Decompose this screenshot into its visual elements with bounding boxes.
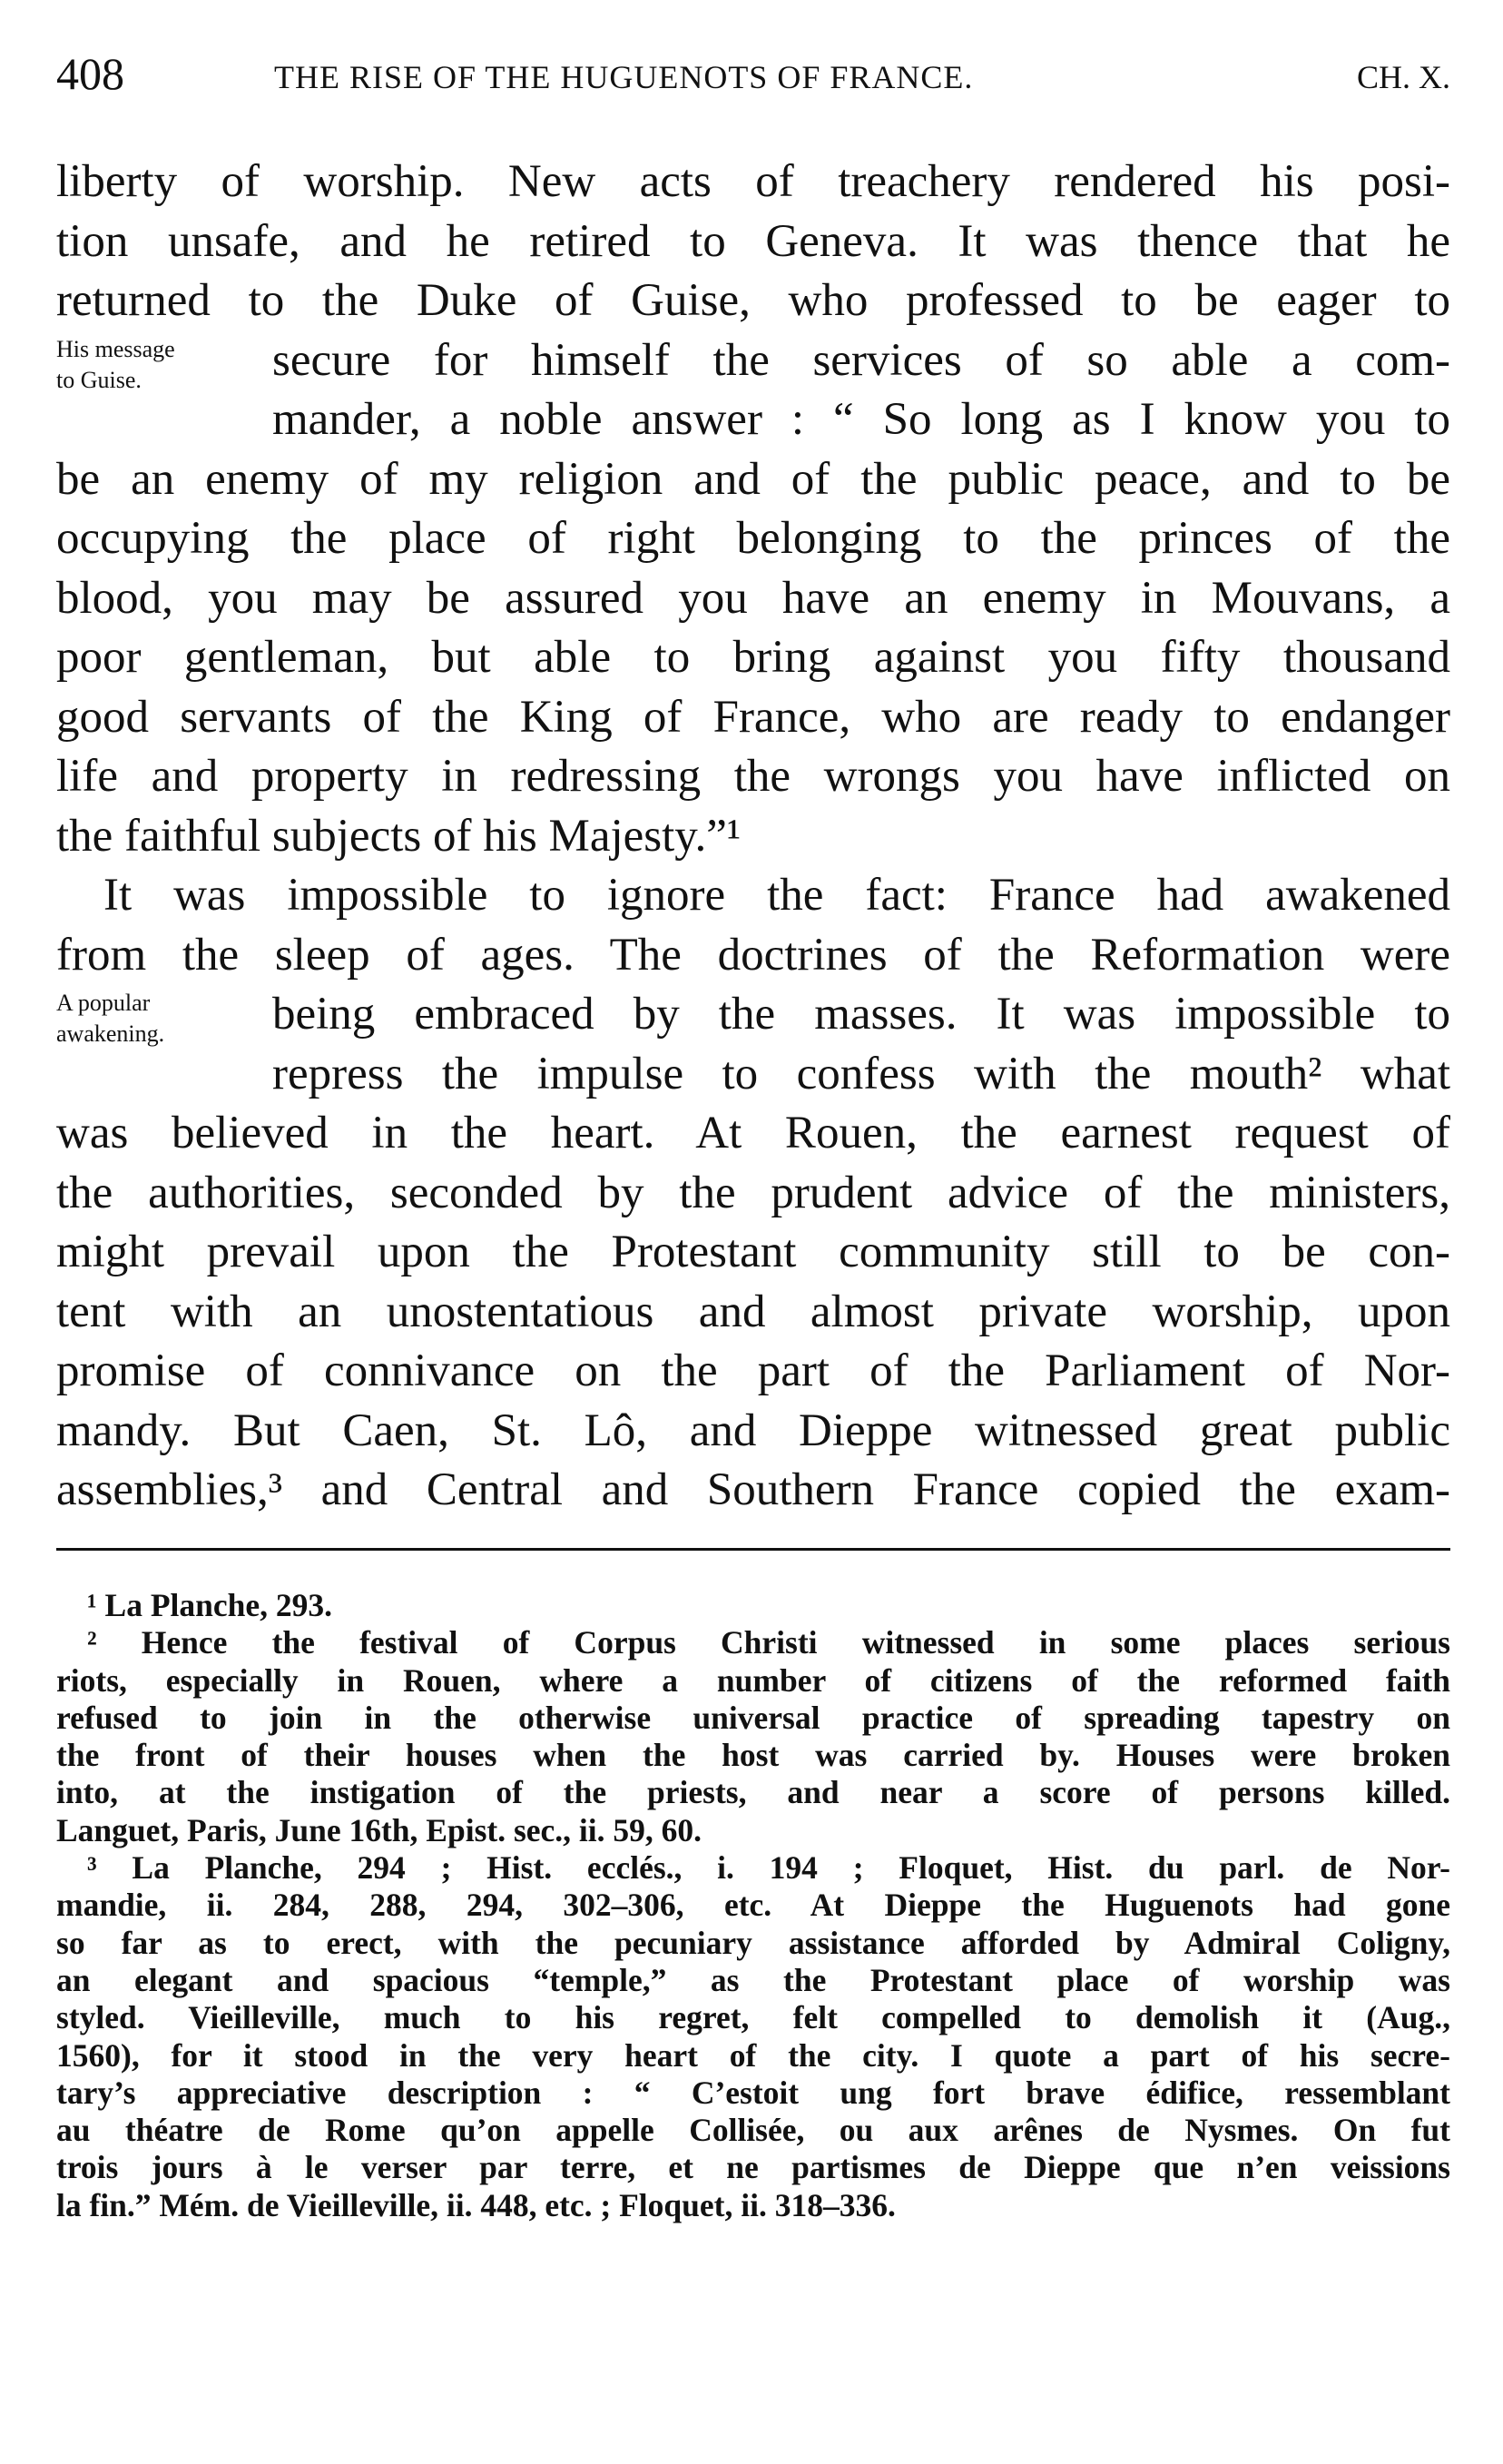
text-line: being embraced by the masses. It was impossible to: [272, 989, 1450, 1040]
footnote-line: au théatre de Rome qu’on appelle Collisée, ou aux arênes de Nysmes. On fut: [56, 2112, 1450, 2149]
footnote-line: trois jours à le verser par terre, et ne partismes de Dieppe que n’en veissions: [56, 2149, 1450, 2186]
text-line: poor gentleman, but able to bring against you fifty thousand: [56, 632, 1450, 683]
text-line: might prevail upon the Protestant community still to be con-: [56, 1227, 1450, 1277]
footnote-line: 1560), for it stood in the very heart of the city. I quote a part of his secre-: [56, 2036, 1450, 2074]
footnote-line: mandie, ii. 284, 288, 294, 302–306, etc. At Dieppe the Huguenots had gone: [56, 1887, 1450, 1924]
text-line: repress the impulse to confess with the mouth² what: [272, 1048, 1450, 1099]
footnote-line: an elegant and spacious “temple,” as the Protestant place of worship was: [56, 1961, 1450, 1998]
text-line: the faithful subjects of his Majesty.”¹: [56, 810, 742, 862]
footnote-line: into, at the instigation of the priests, and near a score of persons killed.: [56, 1774, 1450, 1811]
footnote-line: la fin.” Mém. de Vieilleville, ii. 448, etc. ; Floquet, ii. 318–336.: [56, 2186, 896, 2223]
footnote-line: ² Hence the festival of Corpus Christi witnessed in some places serious: [87, 1624, 1450, 1661]
text-line: the authorities, seconded by the prudent advice of the ministers,: [56, 1167, 1450, 1218]
text-line: secure for himself the services of so able a com-: [272, 334, 1450, 386]
text-line: life and property in redressing the wrongs you have inflicted on: [56, 751, 1450, 802]
running-header: [56, 47, 1450, 111]
text-line: mander, a noble answer : “ So long as I know you to: [272, 394, 1450, 445]
running-title: THE RISE OF THE HUGUENOTS OF FRANCE.: [274, 59, 974, 95]
text-line: liberty of worship. New acts of treachery rendered his posi-: [56, 156, 1450, 207]
margin-note-line: A popular: [56, 990, 151, 1016]
text-line: good servants of the King of France, who are ready to endanger: [56, 691, 1450, 743]
text-line: was believed in the heart. At Rouen, the earnest request of: [56, 1108, 1450, 1158]
text-line: blood, you may be assured you have an enemy in Mouvans, a: [56, 572, 1450, 624]
footnote-line: riots, especially in Rouen, where a number of citizens of the reformed faith: [56, 1661, 1450, 1699]
margin-note-line: His message: [56, 336, 175, 362]
text-line: occupying the place of right belonging to the princes of the: [56, 513, 1450, 564]
text-line: promise of connivance on the part of the Parliament of Nor-: [56, 1345, 1450, 1396]
text-line: tent with an unostentatious and almost private worship, upon: [56, 1286, 1450, 1337]
text-line: from the sleep of ages. The doctrines of the Reformation were: [56, 929, 1450, 981]
margin-note-line: to Guise.: [56, 367, 142, 393]
body-text: [56, 153, 1450, 1521]
text-line: returned to the Duke of Guise, who professed to be eager to: [56, 275, 1450, 326]
text-line: be an enemy of my religion and of the public peace, and to be: [56, 453, 1450, 505]
text-line: tion unsafe, and he retired to Geneva. It was thence that he: [56, 215, 1450, 267]
footnote-line: Languet, Paris, June 16th, Epist. sec., ii. 59, 60.: [56, 1811, 702, 1848]
footnote-line: tary’s appreciative description : “ C’estoit ung fort brave édifice, ressemblant: [56, 2074, 1450, 2111]
footnote-line: ¹ La Planche, 293.: [87, 1587, 332, 1623]
page-number: 408: [56, 48, 124, 99]
margin-note-line: awakening.: [56, 1020, 165, 1047]
footnote-separator: [56, 1548, 1450, 1551]
text-line: assemblies,³ and Central and Southern France copied the exam-: [56, 1464, 1450, 1515]
footnotes: [56, 1587, 1450, 2224]
footnote-line: ³ La Planche, 294 ; Hist. ecclés., i. 194 ; Floquet, Hist. du parl. de Nor-: [87, 1849, 1450, 1887]
footnote-line: so far as to erect, with the pecuniary assistance afforded by Admiral Coligny,: [56, 1924, 1450, 1961]
footnote-line: styled. Vieilleville, much to his regret, felt compelled to demolish it (Aug.,: [56, 1999, 1450, 2036]
text-line: It was impossible to ignore the fact: France had awakened: [103, 870, 1450, 921]
chapter-reference: CH. X.: [1356, 59, 1450, 95]
footnote-line: the front of their houses when the host was carried by. Houses were broken: [56, 1737, 1450, 1774]
text-line: mandy. But Caen, St. Lô, and Dieppe witnessed great public: [56, 1404, 1450, 1456]
footnote-line: refused to join in the otherwise universal practice of spreading tapestry on: [56, 1699, 1450, 1736]
